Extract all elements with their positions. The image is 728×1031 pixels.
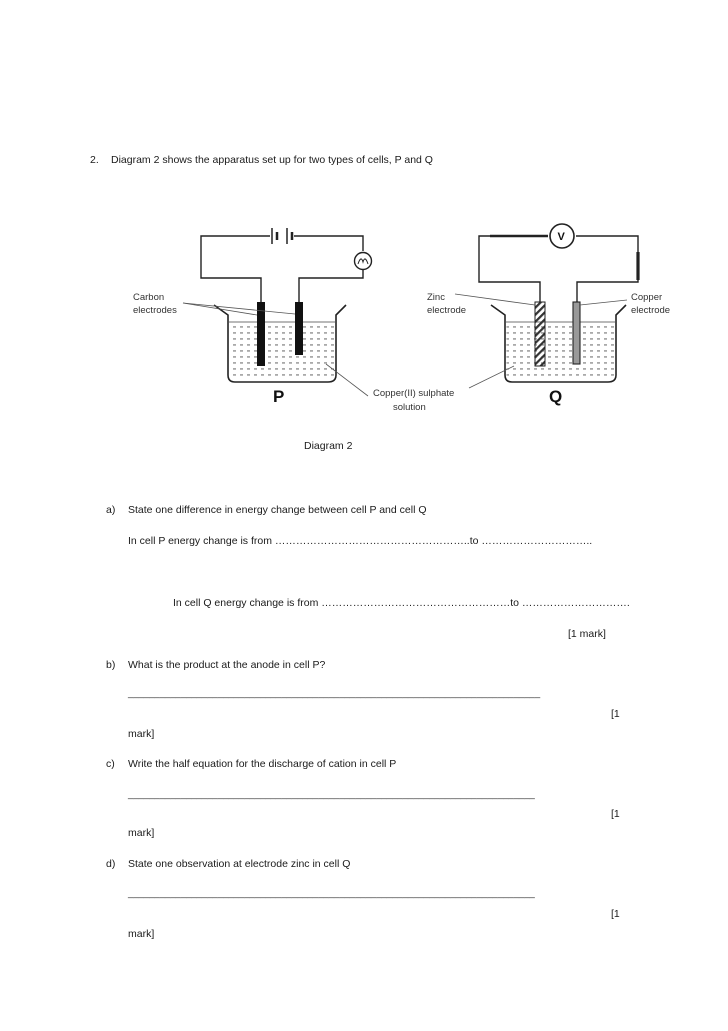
part-b-answer-line[interactable]: ______________________________________________________________________________ xyxy=(128,688,541,699)
label-carbon: Carbon xyxy=(133,292,165,303)
bulb-icon xyxy=(355,253,372,270)
voltmeter-label: V xyxy=(557,231,565,243)
part-d-letter: d) xyxy=(106,858,116,870)
carbon-electrode-left xyxy=(257,302,265,366)
part-d-marks-1: [1 xyxy=(611,908,620,920)
diagram-caption: Diagram 2 xyxy=(304,440,353,452)
part-a-letter: a) xyxy=(106,504,116,516)
part-d-question: State one observation at electrode zinc in cell Q xyxy=(128,858,351,870)
label-solution: Copper(II) sulphate xyxy=(373,388,455,399)
cell-q-apparatus xyxy=(427,224,670,406)
label-electrode-copper: electrode xyxy=(631,305,671,316)
label-solution-2: solution xyxy=(393,402,426,413)
part-c-question: Write the half equation for the discharge of cation in cell P xyxy=(128,758,397,770)
carbon-electrode-right xyxy=(295,302,303,355)
zinc-electrode xyxy=(535,302,545,366)
label-copper: Copper xyxy=(631,292,663,303)
cell-p-wire xyxy=(201,236,270,303)
part-b-letter: b) xyxy=(106,659,116,671)
part-c-answer-line[interactable]: _____________________________________________________________________________ xyxy=(128,789,535,800)
part-a-marks: [1 mark] xyxy=(568,628,606,640)
part-b-marks-2: mark] xyxy=(128,728,155,740)
label-electrodes-p: electrodes xyxy=(133,305,177,316)
cell-p-solution xyxy=(230,323,335,380)
part-b-question: What is the product at the anode in cell P? xyxy=(128,659,326,671)
part-c-marks-1: [1 xyxy=(611,808,620,820)
copper-electrode xyxy=(573,302,580,364)
part-c-letter: c) xyxy=(106,758,115,770)
label-cell-p: P xyxy=(273,387,285,406)
diagram-2 xyxy=(0,0,728,460)
cell-q-wire xyxy=(479,236,548,303)
cell-q-solution xyxy=(507,323,615,380)
part-a-answer-line-2[interactable]: In cell Q energy change is from ………………………………………………to …………………………. xyxy=(173,597,630,609)
voltmeter-icon xyxy=(550,224,574,248)
question-intro: Diagram 2 shows the apparatus set up for two types of cells, P and Q xyxy=(111,154,433,166)
label-electrode-zinc: electrode xyxy=(427,305,467,316)
part-b-marks-1: [1 xyxy=(611,708,620,720)
part-d-answer-line[interactable]: _____________________________________________________________________________ xyxy=(128,888,535,899)
label-zinc: Zinc xyxy=(427,292,445,303)
cell-p-apparatus xyxy=(133,228,372,406)
part-c-marks-2: mark] xyxy=(128,827,155,839)
question-number: 2. xyxy=(90,154,99,166)
part-a-question: State one difference in energy change between cell P and cell Q xyxy=(128,504,427,516)
part-a-answer-line-1[interactable]: In cell P energy change is from ………………………………………………..to ………………………….. xyxy=(128,535,593,547)
battery-icon xyxy=(272,228,292,244)
part-d-marks-2: mark] xyxy=(128,928,155,940)
label-cell-q: Q xyxy=(549,387,563,406)
